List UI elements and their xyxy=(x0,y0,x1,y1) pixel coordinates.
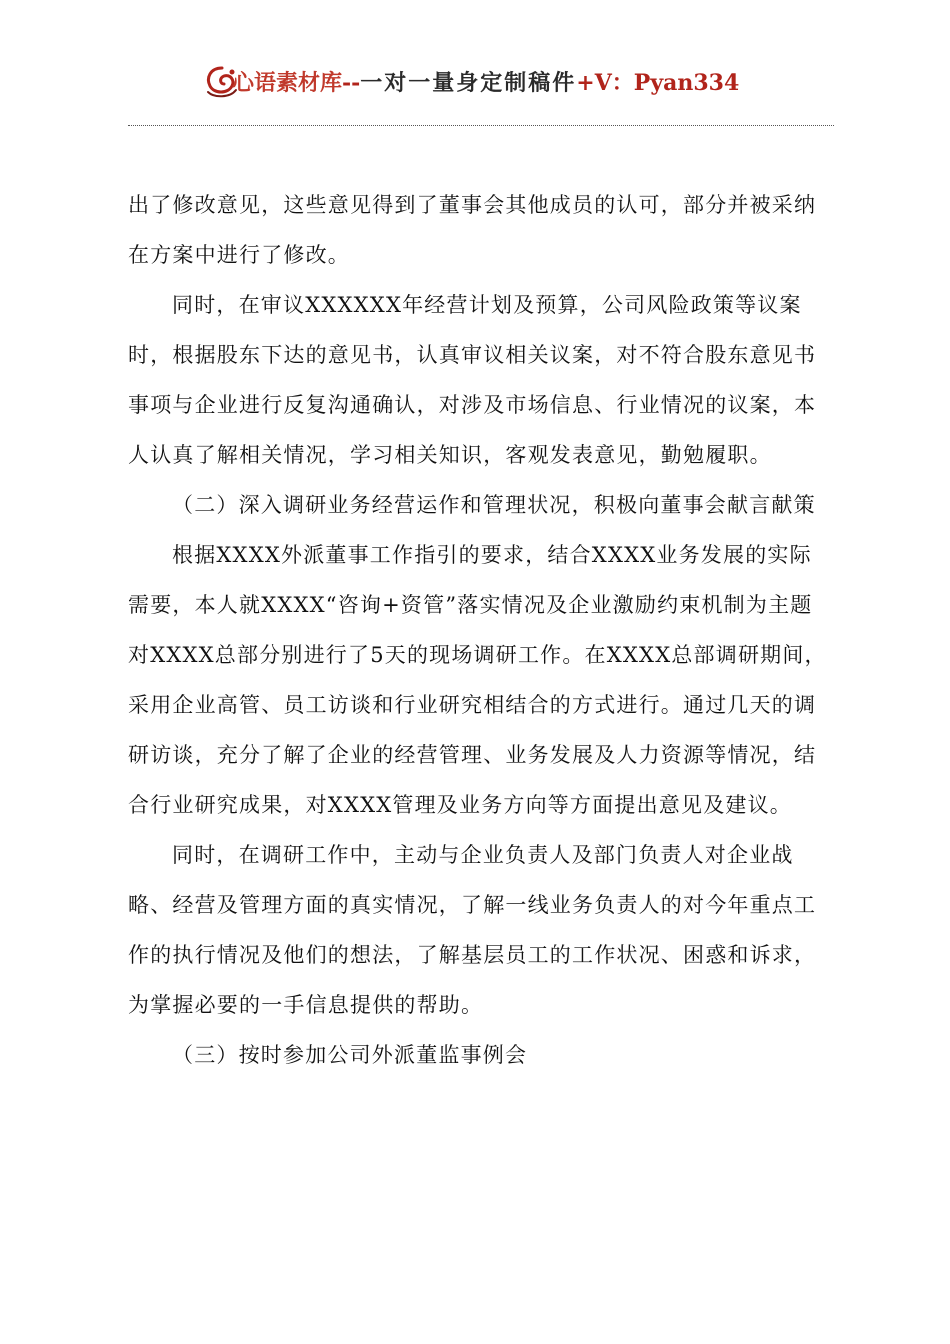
section-heading-2: （二）深入调研业务经营运作和管理状况，积极向董事会献言献策 xyxy=(172,493,816,517)
header-slogan: 一对一量身定制稿件 xyxy=(360,70,577,96)
page-header xyxy=(0,58,950,108)
paragraph-4: 同时，在调研工作中，主动与企业负责人及部门负责人对企业战略、经营及管理方面的真实情况，了解一线业务负责人的对今年重点工作的执行情况及他们的想法，了解基层员工的工作状况、困惑和诉求，为掌握必要的一手信息提供的帮助。 xyxy=(128,843,817,1017)
paragraph-3: 根据XXXX外派董事工作指引的要求，结合XXXX业务发展的实际需要，本人就XXXX“咨询+资管”落实情况及企业激励约束机制为主题对XXXX总部分别进行了5天的现场调研工作。在XXXX总部调研期间，采用企业高管、员工访谈和行业研究相结合的方式进行。通过几天的调研访谈，充分了解了企业的经营管理、业务发展及人力资源等情况，结合行业研究成果，对XXXX管理及业务方向等方面提出意见及建议。 xyxy=(128,543,827,817)
header-title xyxy=(232,66,739,97)
brand-name: 心语素材库 xyxy=(232,70,343,96)
header-divider xyxy=(128,125,834,126)
header-separator: -- xyxy=(342,70,361,96)
paragraph-1: 出了修改意见，这些意见得到了董事会其他成员的认可，部分并被采纳在方案中进行了修改。 xyxy=(128,193,817,267)
section-heading-3: （三）按时参加公司外派董监事例会 xyxy=(172,1043,528,1067)
document-body xyxy=(128,180,828,1080)
header-contact: +V：Pyan334 xyxy=(576,70,740,96)
paragraph-2: 同时，在审议XXXXXX年经营计划及预算，公司风险政策等议案时，根据股东下达的意见书，认真审议相关议案，对不符合股东意见书事项与企业进行反复沟通确认，对涉及市场信息、行业情况的议案，本人认真了解相关情况，学习相关知识，客观发表意见，勤勉履职。 xyxy=(128,293,817,467)
